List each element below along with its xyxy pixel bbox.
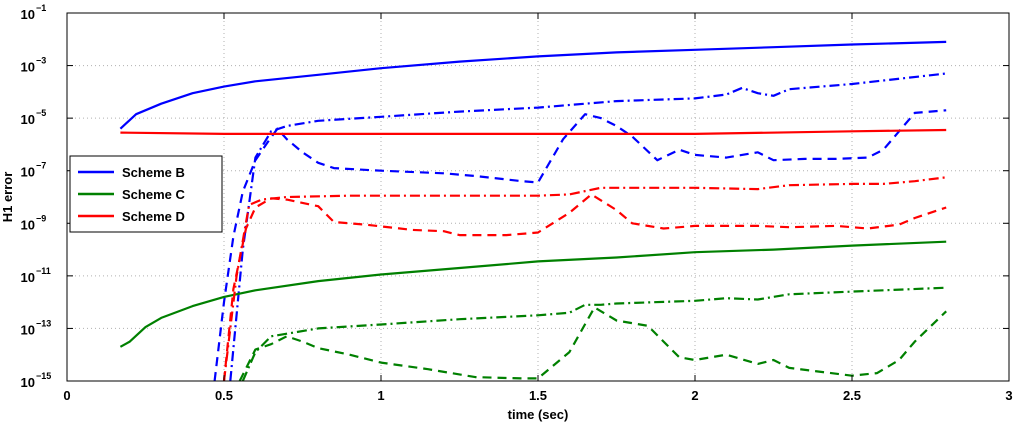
y-tick-label-base: 10 — [20, 164, 35, 180]
x-tick-label: 3 — [1005, 388, 1013, 403]
y-tick-label-base: 10 — [20, 59, 35, 75]
y-tick-label-base: 10 — [20, 112, 35, 128]
x-tick-label: 2 — [691, 388, 699, 403]
series-line-scheme-b-dashdot — [230, 74, 946, 382]
y-axis-title: H1 error — [0, 171, 15, 223]
y-tick-label-exponent: −11 — [36, 265, 51, 276]
y-tick-label-exponent: −15 — [36, 371, 52, 381]
y-tick-label-base: 10 — [20, 269, 35, 285]
y-tick-label-base: 10 — [20, 375, 35, 390]
y-tick-labels — [21, 3, 52, 390]
series-line-scheme-c-solid — [120, 242, 946, 347]
x-axis-title: time (sec) — [507, 407, 569, 422]
legend — [70, 156, 222, 232]
legend-label: Scheme D — [122, 209, 185, 224]
y-tick-label-base: 10 — [20, 7, 35, 22]
x-tick-label: 0.5 — [214, 388, 234, 403]
series-line-scheme-c-dashed — [240, 307, 947, 381]
x-tick-label: 2.5 — [842, 388, 862, 403]
y-tick-label-exponent: −3 — [36, 55, 47, 66]
legend-label: Scheme B — [122, 165, 185, 180]
series-layer — [120, 42, 946, 381]
y-tick-label-exponent: −5 — [36, 108, 47, 119]
x-tick-label: 0 — [63, 388, 71, 403]
series-line-scheme-d-dashed — [224, 194, 946, 381]
x-tick-label: 1.5 — [528, 388, 548, 403]
series-line-scheme-d-solid — [120, 130, 946, 134]
x-tick-labels — [63, 388, 1012, 403]
y-tick-label-exponent: −9 — [36, 213, 47, 224]
y-tick-label-exponent: −7 — [36, 160, 47, 171]
series-line-scheme-b-solid — [120, 42, 946, 129]
series-line-scheme-c-dashdot — [243, 288, 946, 381]
x-tick-label: 1 — [377, 388, 385, 403]
legend-label: Scheme C — [122, 187, 185, 202]
y-tick-label-exponent: −1 — [36, 3, 47, 13]
y-tick-label-base: 10 — [20, 322, 35, 338]
y-tick-label-base: 10 — [20, 217, 35, 233]
y-tick-label-exponent: −13 — [36, 318, 52, 329]
